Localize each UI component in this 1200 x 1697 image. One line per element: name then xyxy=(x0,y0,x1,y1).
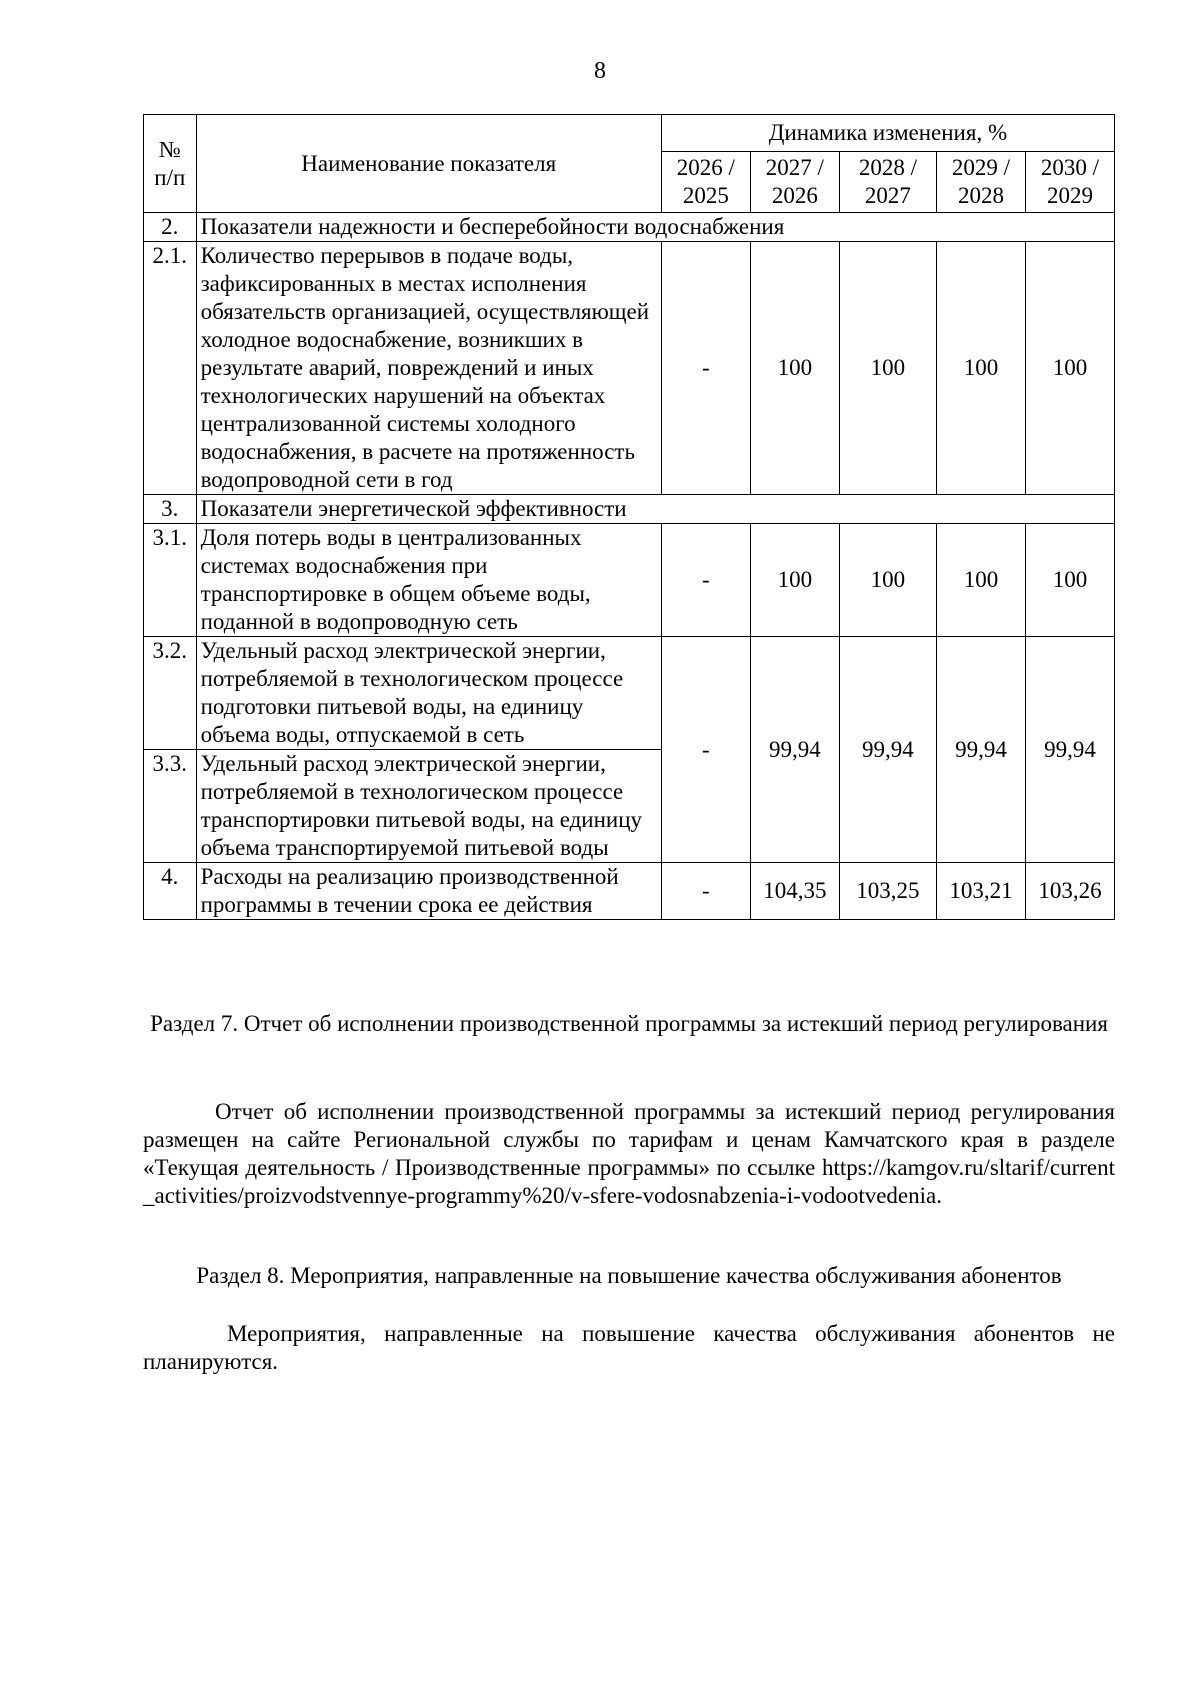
section-8-title: Раздел 8. Мероприятия, направленные на повышение качества обслуживания абонентов xyxy=(196,1263,1062,1288)
row-value: 100 xyxy=(1025,524,1114,637)
section-7-body: Отчет об исполнении производственной программы за истекший период регулирования размещен на сайте Региональной службы по тарифам и ценам Камчатского края в разделе «Текущая деятельность / Производственные программы» по ссылке xyxy=(143,1099,1115,1180)
header-period: 2030 / 2029 xyxy=(1025,152,1114,213)
table-header-row xyxy=(144,115,1115,152)
row-num: 3.2. xyxy=(144,637,197,750)
table-row xyxy=(144,495,1115,524)
page-number: 8 xyxy=(594,58,606,84)
row-num: 3. xyxy=(144,495,197,524)
row-value: 99,94 xyxy=(936,637,1025,863)
row-num: 2.1. xyxy=(144,242,197,495)
row-value: 104,35 xyxy=(750,863,839,920)
table-row xyxy=(144,213,1115,242)
header-name: Наименование показателя xyxy=(196,115,661,213)
row-name: Количество перерывов в подаче воды, зафиксированных в местах исполнения обязательств организацией, осуществляющей холодное водоснабжение, возникших в результате аварий, повреждений и иных технологических нарушений на объектах централизованной системы холодного водоснабжения, в расчете на протяженность водопроводной сети в год xyxy=(196,242,661,495)
row-value: 100 xyxy=(1025,242,1114,495)
row-value: 103,26 xyxy=(1025,863,1114,920)
header-period: 2028 / 2027 xyxy=(839,152,936,213)
row-value: - xyxy=(661,524,750,637)
row-value: 100 xyxy=(839,242,936,495)
table-row xyxy=(144,863,1115,920)
row-name: Показатели энергетической эффективности xyxy=(196,495,1114,524)
header-period: 2026 / 2025 xyxy=(661,152,750,213)
row-value: 99,94 xyxy=(750,637,839,863)
row-num: 3.1. xyxy=(144,524,197,637)
row-name: Расходы на реализацию производственной программы в течении срока ее действия xyxy=(196,863,661,920)
section-8-body: Мероприятия, направленные на повышение качества обслуживания абонентов не планируются. xyxy=(143,1321,1115,1374)
section-7-text xyxy=(143,1098,1115,1210)
header-period: 2027 / 2026 xyxy=(750,152,839,213)
table-row xyxy=(144,242,1115,495)
row-num: 2. xyxy=(144,213,197,242)
row-name: Доля потерь воды в централизованных системах водоснабжения при транспортировке в общем объеме воды, поданной в водопроводную сеть xyxy=(196,524,661,637)
section-8-text xyxy=(143,1320,1115,1376)
row-value: 100 xyxy=(750,524,839,637)
header-num: № п/п xyxy=(144,115,197,213)
header-period: 2029 / 2028 xyxy=(936,152,1025,213)
row-value: 103,21 xyxy=(936,863,1025,920)
row-value: - xyxy=(661,637,750,863)
row-value: - xyxy=(661,863,750,920)
row-value: 100 xyxy=(839,524,936,637)
section-7-title: Раздел 7. Отчет об исполнении производственной программы за истекший период регулирования xyxy=(150,1011,1108,1036)
row-value: 103,25 xyxy=(839,863,936,920)
indicators-table xyxy=(143,114,1115,920)
row-value: 99,94 xyxy=(1025,637,1114,863)
row-num: 3.3. xyxy=(144,750,197,863)
row-value: 99,94 xyxy=(839,637,936,863)
section-7-link[interactable]: https://kamgov.ru/sltarif/current_activities/proizvodstvennye-programmy%20/v-sfere-vodosnabzenia-i-vodootvedenia. xyxy=(143,1155,1116,1208)
table-row xyxy=(144,524,1115,637)
row-name: Удельный расход электрической энергии, потребляемой в технологическом процессе транспортировки питьевой воды, на единицу объема транспортируемой питьевой воды xyxy=(196,750,661,863)
table-row xyxy=(144,637,1115,750)
row-name: Показатели надежности и бесперебойности водоснабжения xyxy=(196,213,1114,242)
row-value: 100 xyxy=(936,524,1025,637)
row-num: 4. xyxy=(144,863,197,920)
row-value: 100 xyxy=(750,242,839,495)
header-dynamics: Динамика изменения, % xyxy=(661,115,1114,152)
row-value: - xyxy=(661,242,750,495)
row-value: 100 xyxy=(936,242,1025,495)
row-name: Удельный расход электрической энергии, потребляемой в технологическом процессе подготовки питьевой воды, на единицу объема воды, отпускаемой в сеть xyxy=(196,637,661,750)
